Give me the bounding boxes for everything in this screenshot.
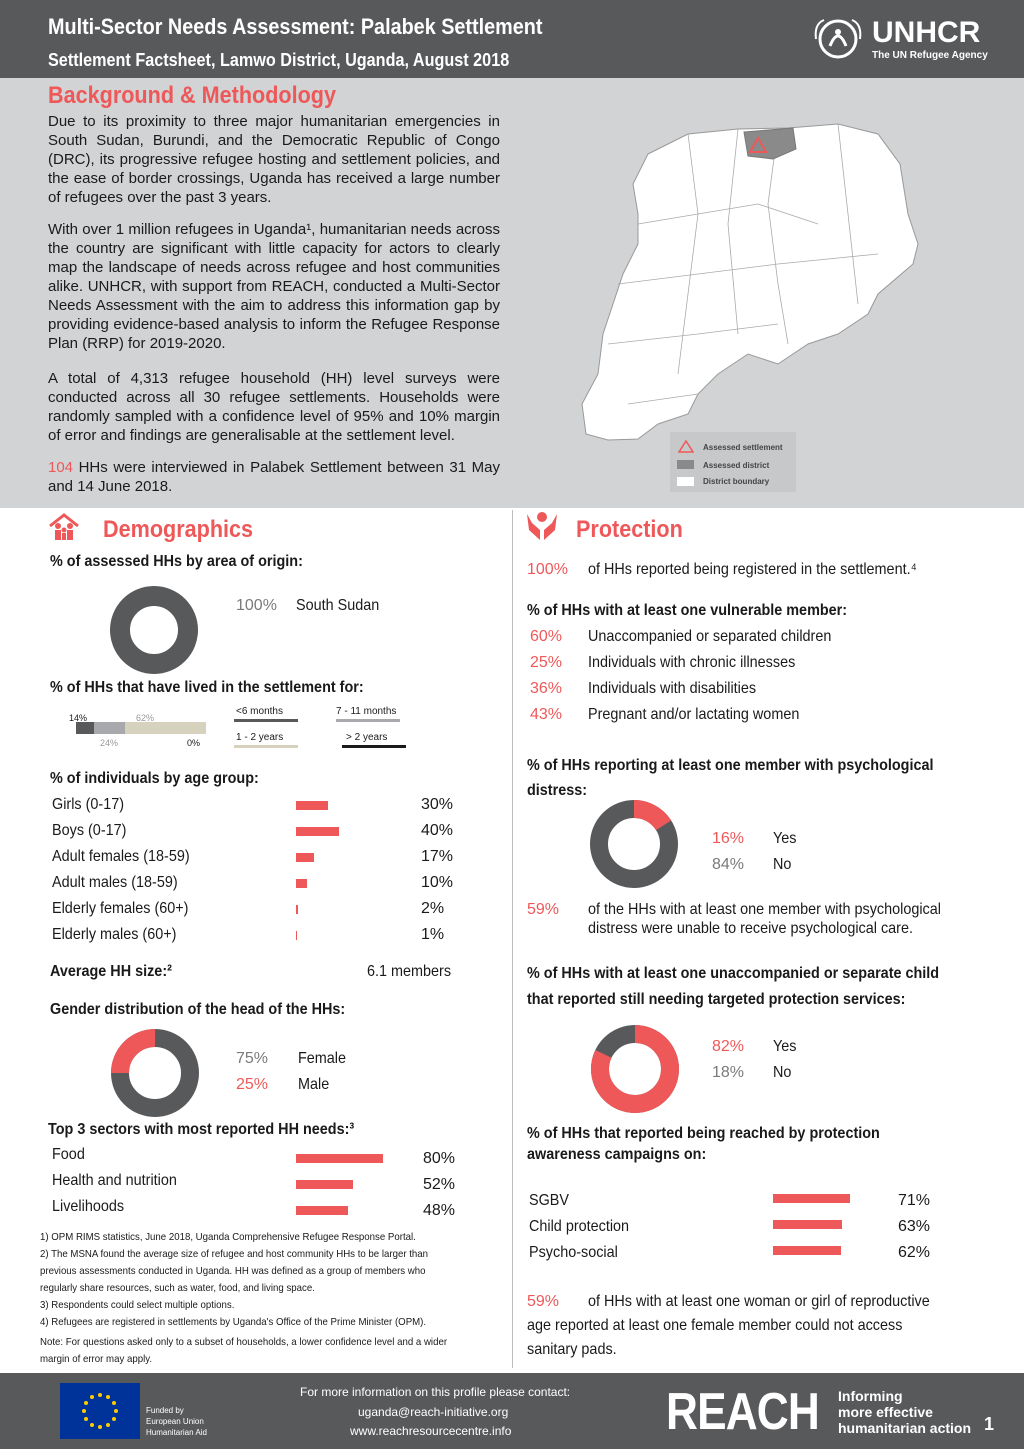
vulnerable-label: Pregnant and/or lactating women	[588, 706, 800, 723]
lived-bar-segment-2	[125, 722, 206, 734]
campaign-title-line-2: awareness campaigns on:	[527, 1146, 707, 1163]
background-paragraph-3: A total of 4,313 refugee household (HH) level surveys were conducted across all 30 refugee settlements. Households were randomly sampled with a confidence level of 95% and 10% margin of error and findings are generalisable at the settlement level.	[48, 370, 500, 444]
age-group-bar	[296, 931, 297, 940]
vulnerable-pct: 36%	[530, 680, 563, 697]
uasc-donut	[588, 1022, 682, 1116]
hh-size-label: Average HH size:²	[50, 963, 172, 980]
reach-tagline-2: more effective	[838, 1404, 933, 1420]
lived-legend-2-swatch	[234, 745, 298, 748]
origin-title: % of assessed HHs by area of origin:	[50, 553, 303, 570]
lived-value-2: 62%	[136, 713, 155, 723]
age-group-pct: 10%	[421, 874, 454, 891]
vulnerable-label: Unaccompanied or separated children	[588, 628, 832, 645]
campaign-title-line-1: % of HHs that reported being reached by protection	[527, 1125, 880, 1142]
age-group-label: Boys (0-17)	[52, 822, 127, 839]
lived-legend-3: > 2 years	[346, 732, 388, 743]
column-divider	[512, 510, 513, 1368]
protection-title: Protection	[576, 516, 683, 543]
uasc-yes-pct: 82%	[712, 1038, 745, 1055]
lived-stacked-bar	[76, 722, 206, 734]
eu-text-2: European Union	[146, 1417, 204, 1426]
eu-flag-icon	[60, 1383, 140, 1439]
reach-tagline-3: humanitarian action	[838, 1420, 972, 1436]
age-group-pct: 1%	[421, 926, 445, 943]
vulnerable-label: Individuals with disabilities	[588, 680, 757, 697]
distress-donut	[588, 798, 680, 890]
campaign-pct: 63%	[898, 1218, 931, 1235]
gender-female-label: Female	[298, 1050, 347, 1067]
uasc-title-line-1: % of HHs with at least one unaccompanied or separate child	[527, 965, 940, 982]
lived-value-1: 24%	[100, 738, 119, 748]
hh-size-value: 6.1 members	[367, 963, 452, 980]
origin-label: South Sudan	[296, 597, 380, 614]
triangle-legend-icon	[678, 440, 694, 453]
contact-title: For more information on this profile please contact:	[300, 1385, 571, 1399]
age-group-pct: 30%	[421, 796, 454, 813]
footnote-line: 4) Refugees are registered in settlements by Uganda's Office of the Prime Minister (OPM).	[40, 1316, 427, 1328]
interview-text: HHs were interviewed in Palabek Settlement between 31 May and 14 June 2018.	[48, 459, 500, 495]
lived-title: % of HHs that have lived in the settlement for:	[50, 679, 364, 696]
care-text-line-2: distress were unable to receive psychological care.	[588, 920, 913, 937]
age-group-bar	[296, 827, 339, 836]
need-label: Health and nutrition	[52, 1172, 177, 1189]
lived-legend-1: 7 - 11 months	[336, 706, 397, 717]
age-group-label: Elderly males (60+)	[52, 926, 177, 943]
reach-logo: REACH	[666, 1383, 819, 1441]
unhcr-tagline: The UN Refugee Agency	[872, 50, 988, 61]
legend-boundary-swatch	[677, 477, 694, 486]
footnote-line: previous assessments conducted in Uganda. HH was defined as a group of members who	[40, 1265, 426, 1277]
legend-district-swatch	[677, 460, 694, 469]
gender-male-pct: 25%	[236, 1076, 269, 1093]
age-group-label: Elderly females (60+)	[52, 900, 189, 917]
age-group-pct: 2%	[421, 900, 445, 917]
age-group-label: Adult males (18-59)	[52, 874, 178, 891]
contact-website[interactable]: www.reachresourcecentre.info	[350, 1424, 512, 1438]
family-icon	[46, 512, 82, 542]
age-group-pct: 17%	[421, 848, 454, 865]
need-pct: 80%	[423, 1150, 456, 1167]
eu-text-3: Humanitarian Aid	[146, 1428, 207, 1437]
background-paragraph-2: With over 1 million refugees in Uganda¹, humanitarian needs across the country are significant with little capacity for actors to clearly map the landscape of needs across refugee and host communities alike. UNHCR, with support from REACH, conducted a Multi-Sector Needs Assessment with the aim to address this information gap by providing evidence-based analysis to inform the Refugee Response Plan (RRP) for 2019-2020.	[48, 221, 500, 352]
footnote-line: 3) Respondents could select multiple options.	[40, 1299, 235, 1311]
distress-title-line-1: % of HHs reporting at least one member with psychological	[527, 757, 934, 774]
age-group-bar	[296, 801, 328, 810]
distress-yes-label: Yes	[773, 830, 797, 847]
lived-bar-segment-0	[76, 722, 94, 734]
campaign-pct: 62%	[898, 1244, 931, 1261]
background-paragraph-1: Due to its proximity to three major humanitarian emergencies in South Sudan, Burundi, and the Democratic Republic of Congo (DRC), its progressive refugee hosting and settlement policies, and the ease of border crossings, Uganda has received a large number of refugees over the past 3 years.	[48, 113, 500, 206]
background-title: Background & Methodology	[48, 82, 336, 109]
uasc-yes-label: Yes	[773, 1038, 797, 1055]
lived-bar-segment-1	[94, 722, 125, 734]
lived-legend-1-swatch	[336, 719, 400, 722]
demographics-title: Demographics	[103, 516, 254, 543]
pads-pct: 59%	[527, 1293, 560, 1310]
campaign-bar	[773, 1246, 841, 1255]
legend-district-boundary: District boundary	[703, 477, 770, 486]
vulnerable-title: % of HHs with at least one vulnerable member:	[527, 602, 848, 619]
care-pct: 59%	[527, 901, 560, 918]
footnote-line: margin of error may apply.	[40, 1353, 153, 1365]
distress-no-pct: 84%	[712, 856, 745, 873]
care-text-line-1: of the HHs with at least one member with psychological	[588, 901, 941, 918]
lived-legend-3-swatch	[342, 745, 406, 748]
age-group-label: Adult females (18-59)	[52, 848, 190, 865]
age-group-pct: 40%	[421, 822, 454, 839]
eu-text-1: Funded by	[146, 1406, 184, 1415]
page-subtitle: Settlement Factsheet, Lamwo District, Uganda, August 2018	[48, 50, 510, 70]
footnote-line: 2) The MSNA found the average size of refugee and host community HHs to be larger than	[40, 1248, 429, 1260]
need-pct: 48%	[423, 1202, 456, 1219]
distress-yes-pct: 16%	[712, 830, 745, 847]
campaign-pct: 71%	[898, 1192, 931, 1209]
campaign-bar	[773, 1194, 850, 1203]
gender-donut	[108, 1026, 202, 1120]
gender-title: Gender distribution of the head of the HHs:	[50, 1001, 346, 1018]
lived-value-0: 14%	[69, 713, 88, 723]
vulnerable-label: Individuals with chronic illnesses	[588, 654, 796, 671]
need-pct: 52%	[423, 1176, 456, 1193]
age-title: % of individuals by age group:	[50, 770, 259, 787]
need-bar	[296, 1154, 383, 1163]
footnote-line: 1) OPM RIMS statistics, June 2018, Uganda Comprehensive Refugee Response Portal.	[40, 1231, 416, 1243]
age-group-label: Girls (0-17)	[52, 796, 125, 813]
need-label: Food	[52, 1146, 85, 1163]
uganda-map	[578, 104, 924, 444]
legend-assessed-settlement: Assessed settlement	[703, 443, 783, 452]
footnote-line: Note: For questions asked only to a subset of households, a lower confidence level and a wider	[40, 1336, 448, 1348]
campaign-label: Psycho-social	[529, 1244, 618, 1261]
lived-legend-0-swatch	[234, 719, 298, 722]
registered-text: of HHs reported being registered in the settlement.⁴	[588, 561, 917, 578]
uasc-title-line-2: that reported still needing targeted protection services:	[527, 991, 906, 1008]
origin-donut	[108, 584, 200, 676]
lived-legend-2: 1 - 2 years	[236, 732, 284, 743]
age-group-bar	[296, 905, 298, 914]
distress-title-line-2: distress:	[527, 782, 588, 799]
background-paragraph-4	[48, 458, 500, 496]
interview-count: 104	[48, 459, 74, 476]
legend-assessed-district: Assessed district	[703, 461, 770, 470]
need-bar	[296, 1180, 353, 1189]
page-number: 1	[984, 1414, 995, 1434]
gender-male-label: Male	[298, 1076, 330, 1093]
registered-pct: 100%	[527, 561, 568, 578]
protection-hands-icon	[524, 510, 560, 542]
vulnerable-pct: 60%	[530, 628, 563, 645]
reach-tagline-1: Informing	[838, 1388, 903, 1404]
footnote-line: regularly share resources, such as water, food, and living space.	[40, 1282, 315, 1294]
lived-legend-0: <6 months	[236, 706, 283, 717]
uasc-no-label: No	[773, 1064, 792, 1081]
pads-text-line-2: age reported at least one female member could not access	[527, 1317, 903, 1334]
campaign-bar	[773, 1220, 842, 1229]
distress-no-label: No	[773, 856, 792, 873]
gender-female-pct: 75%	[236, 1050, 269, 1067]
age-group-bar	[296, 853, 314, 862]
vulnerable-pct: 43%	[530, 706, 563, 723]
page-title: Multi-Sector Needs Assessment: Palabek Settlement	[48, 14, 543, 39]
campaign-label: SGBV	[529, 1192, 570, 1209]
need-bar	[296, 1206, 348, 1215]
contact-email[interactable]: uganda@reach-initiative.org	[358, 1405, 509, 1419]
need-label: Livelihoods	[52, 1198, 125, 1215]
age-group-bar	[296, 879, 307, 888]
unhcr-logo-text: UNHCR	[872, 16, 981, 49]
lived-value-3: 0%	[187, 738, 201, 748]
vulnerable-pct: 25%	[530, 654, 563, 671]
needs-title: Top 3 sectors with most reported HH needs:³	[48, 1121, 355, 1138]
unhcr-emblem-icon	[810, 16, 866, 62]
uasc-no-pct: 18%	[712, 1064, 745, 1081]
pads-text-line-3: sanitary pads.	[527, 1341, 617, 1358]
origin-pct: 100%	[236, 597, 277, 614]
pads-text-line-1: of HHs with at least one woman or girl of reproductive	[588, 1293, 930, 1310]
campaign-label: Child protection	[529, 1218, 630, 1235]
